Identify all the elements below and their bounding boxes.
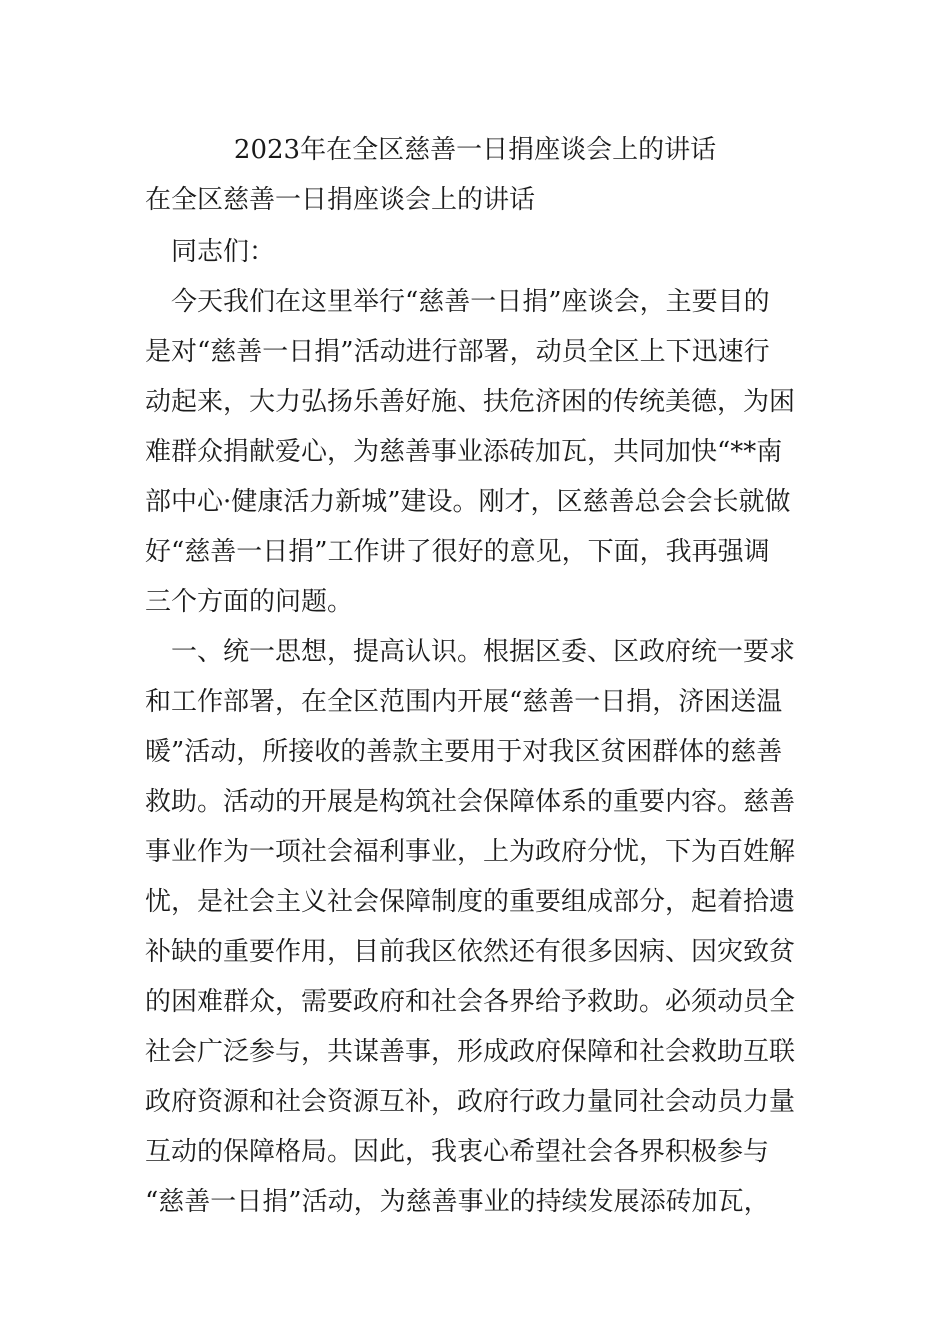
body-line: 忧，是社会主义社会保障制度的重要组成部分，起着拾遗 (145, 887, 796, 917)
body-line: 补缺的重要作用，目前我区依然还有很多因病、因灾致贫 (145, 937, 796, 967)
body-line: “慈善一日捐”活动，为慈善事业的持续发展添砖加瓦， (145, 1187, 770, 1217)
salutation-line: 同志们： (145, 237, 276, 267)
body-line: 部中心·健康活力新城”建设。刚才，区慈善总会会长就做 (145, 487, 791, 517)
body-line: 互动的保障格局。因此，我衷心希望社会各界积极参与 (145, 1137, 770, 1167)
body-line: 政府资源和社会资源互补，政府行政力量同社会动员力量 (145, 1087, 796, 1117)
body-line: 的困难群众，需要政府和社会各界给予救助。必须动员全 (145, 987, 796, 1017)
body-line: 今天我们在这里举行“慈善一日捐”座谈会，主要目的 (145, 287, 770, 317)
body-line: 暖”活动，所接收的善款主要用于对我区贫困群体的慈善 (145, 737, 783, 767)
body-line: 难群众捐献爱心，为慈善事业添砖加瓦，共同加快“**南 (145, 437, 783, 467)
document-title: 2023年在全区慈善一日捐座谈会上的讲话 (233, 135, 717, 165)
body-line: 和工作部署，在全区范围内开展“慈善一日捐，济困送温 (145, 687, 783, 717)
subtitle-line: 在全区慈善一日捐座谈会上的讲话 (145, 185, 536, 215)
body-line: 社会广泛参与，共谋善事，形成政府保障和社会救助互联 (145, 1037, 796, 1067)
body-line: 动起来，大力弘扬乐善好施、扶危济困的传统美德，为困 (145, 387, 796, 417)
section-heading-line: 一、统一思想，提高认识。根据区委、区政府统一要求 (145, 637, 796, 667)
body-line: 好“慈善一日捐”工作讲了很好的意见，下面，我再强调 (145, 537, 770, 567)
body-line: 三个方面的问题。 (145, 587, 354, 617)
body-line: 救助。活动的开展是构筑社会保障体系的重要内容。慈善 (145, 787, 796, 817)
body-line: 事业作为一项社会福利事业，上为政府分忧，下为百姓解 (145, 837, 796, 867)
body-line: 是对“慈善一日捐”活动进行部署，动员全区上下迅速行 (145, 337, 770, 367)
